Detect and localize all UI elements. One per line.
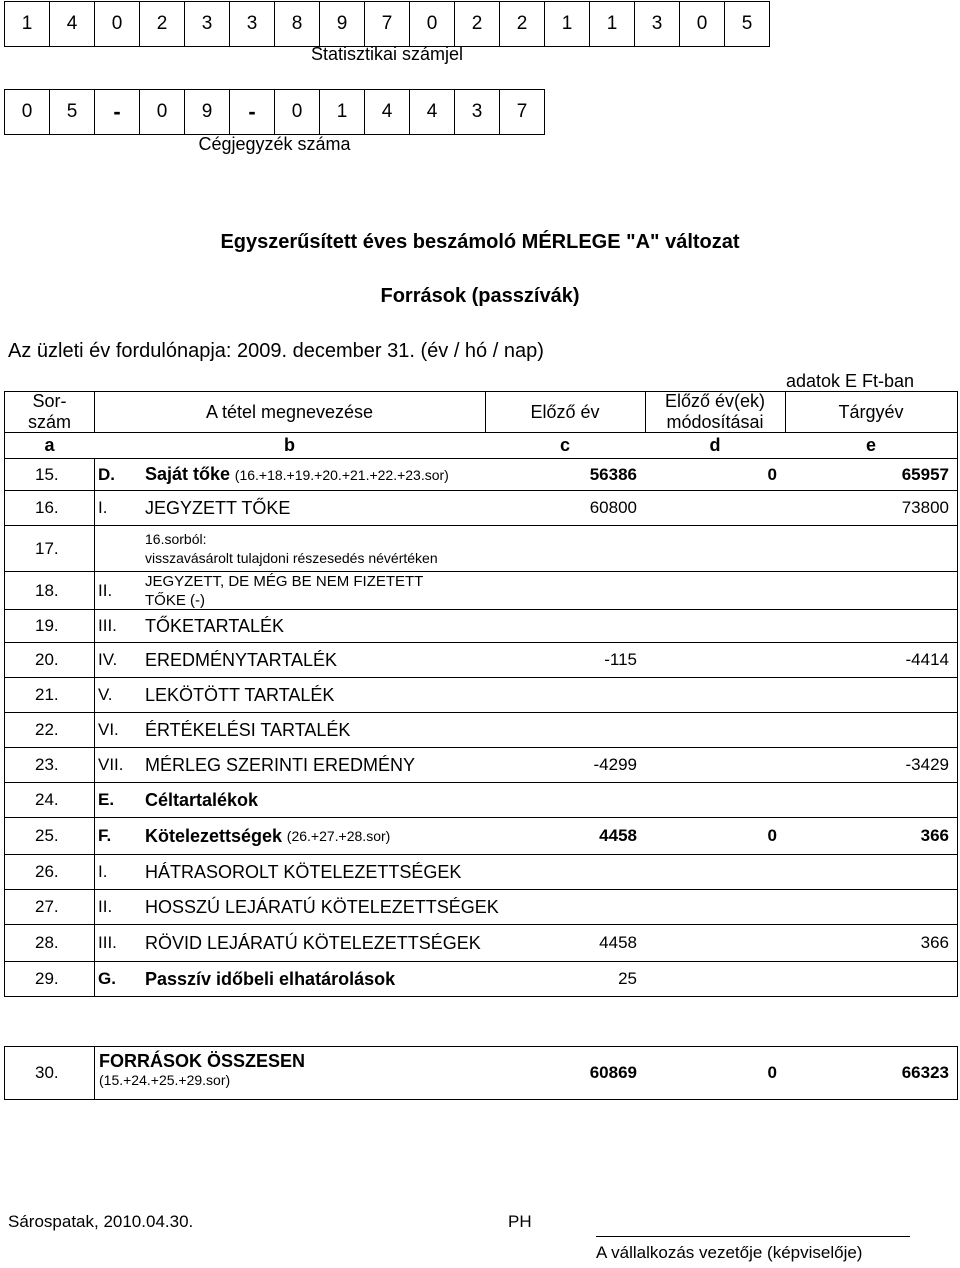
row-prev-year: 56386	[589, 464, 637, 484]
header-item-name: A tétel megnevezése	[205, 401, 374, 422]
row-prev-year	[485, 572, 645, 609]
row-modifications	[645, 678, 785, 712]
row-roman: VI.	[98, 720, 119, 739]
row-current-year: 366	[920, 933, 949, 952]
row-number: 28.	[35, 933, 59, 952]
row-number: 22.	[35, 720, 59, 739]
row-current-year	[785, 678, 957, 712]
header-current-year: Tárgyév	[838, 401, 904, 422]
row-roman: IV.	[98, 650, 118, 669]
row-prev-year: 25	[618, 969, 637, 988]
liabilities-table	[4, 391, 958, 997]
row-current-year: -4414	[905, 650, 949, 669]
row-number: 18.	[35, 580, 59, 600]
reg-code-digit: 0	[140, 90, 185, 134]
row-modifications	[645, 643, 785, 677]
reg-code-digit: -	[230, 90, 275, 134]
document-subtitle: Források (passzívák)	[380, 285, 580, 307]
row-number: 27.	[35, 897, 59, 916]
row-name-text: Kötelezettségek	[145, 825, 283, 846]
table-row	[5, 458, 957, 490]
row-name	[145, 491, 485, 525]
row-name-line2: TŐKE (-)	[145, 591, 205, 609]
header-letter: a	[44, 435, 55, 455]
fiscal-date: Az üzleti év fordulónapja: 2009. december 31. (év / hó / nap)	[8, 340, 544, 362]
row-number: 29.	[35, 969, 59, 988]
row-formula: (26.+27.+28.sor)	[286, 828, 391, 844]
row-number: 16.	[35, 498, 59, 517]
reg-code-digit: 5	[50, 90, 95, 134]
stat-code-digit: 3	[185, 2, 230, 46]
row-modifications	[645, 925, 785, 961]
stat-code-digit: 2	[500, 2, 545, 46]
stat-code-digit: 5	[725, 2, 770, 46]
row-number: 23.	[35, 755, 59, 774]
table-row	[5, 924, 957, 961]
document-title: Egyszerűsített éves beszámoló MÉRLEGE "A" változat	[220, 231, 740, 253]
table-row	[5, 642, 957, 677]
row-prev-year: -115	[604, 650, 637, 669]
row-current-year: -3429	[905, 755, 949, 774]
row-prev-year	[485, 526, 645, 571]
row-prev-year	[485, 610, 645, 642]
row-roman: II.	[98, 580, 113, 600]
row-name-text: Saját tőke	[145, 464, 231, 484]
row-name-text: TŐKETARTALÉK	[145, 615, 285, 636]
header-prev-year: Előző év	[530, 401, 600, 422]
row-current-year	[785, 783, 957, 817]
row-name	[145, 962, 485, 996]
table-row	[5, 609, 957, 642]
table-row	[5, 677, 957, 712]
stat-code-digit: 0	[680, 2, 725, 46]
header-letter: c	[559, 435, 570, 455]
row-modifications	[645, 526, 785, 571]
row-prev-year	[485, 713, 645, 747]
stat-code-caption: Statisztikai számjel	[310, 44, 464, 64]
table-row	[5, 525, 957, 571]
row-prev-year: 4458	[599, 826, 637, 845]
stat-code-digit: 1	[545, 2, 590, 46]
row-prev-year	[485, 678, 645, 712]
row-prev-year: 60800	[589, 498, 637, 517]
table-row	[5, 854, 957, 889]
row-name	[145, 925, 485, 961]
row-roman: D.	[98, 464, 115, 484]
total-row	[4, 1046, 958, 1100]
total-no: 30.	[35, 1063, 59, 1082]
row-roman: E.	[98, 790, 115, 809]
stat-code-digit: 0	[95, 2, 140, 46]
row-modifications	[645, 713, 785, 747]
row-current-year: 366	[920, 826, 949, 845]
row-prev-year	[485, 783, 645, 817]
row-name	[145, 678, 485, 712]
row-current-year	[785, 526, 957, 571]
stat-code-digit: 0	[410, 2, 455, 46]
row-name	[145, 783, 485, 817]
row-current-year: 65957	[901, 464, 949, 484]
row-roman: V.	[98, 685, 113, 704]
row-roman: G.	[98, 969, 116, 988]
row-name	[145, 459, 485, 490]
row-number: 25.	[35, 826, 59, 845]
row-number: 19.	[35, 616, 59, 635]
reg-code-digit: 1	[320, 90, 365, 134]
row-current-year	[785, 572, 957, 609]
reg-code-digit: 0	[5, 90, 50, 134]
table-row	[5, 712, 957, 747]
table-row	[5, 817, 957, 854]
row-current-year	[785, 962, 957, 996]
stat-code-boxes	[4, 1, 770, 47]
row-name-line1: JEGYZETT, DE MÉG BE NEM FIZETETT	[145, 572, 424, 590]
row-name	[145, 610, 485, 642]
row-number: 15.	[35, 464, 59, 484]
row-modifications	[645, 572, 785, 609]
reg-code-digit: 7	[500, 90, 545, 134]
row-roman	[98, 526, 142, 571]
row-current-year	[785, 890, 957, 924]
row-modifications	[645, 748, 785, 782]
row-name-text: Céltartalékok	[145, 789, 259, 810]
row-number: 21.	[35, 685, 59, 704]
total-cur: 66323	[901, 1063, 949, 1082]
row-roman: III.	[98, 616, 117, 635]
total-formula: (15.+24.+25.+29.sor)	[99, 1072, 231, 1088]
row-roman: II.	[98, 897, 113, 916]
header-letter: b	[284, 435, 295, 455]
row-number: 26.	[35, 862, 59, 881]
stat-code-digit: 3	[230, 2, 275, 46]
reg-code-digit: 4	[365, 90, 410, 134]
reg-code-caption: Cégjegyzék száma	[198, 134, 351, 154]
header-letters-row	[5, 432, 957, 458]
stat-code-digit: 2	[140, 2, 185, 46]
row-name	[145, 713, 485, 747]
row-name-line2: visszavásárolt tulajdoni részesedés névértéken	[145, 549, 438, 566]
stamp-label: PH	[508, 1212, 532, 1231]
row-name-text: ÉRTÉKELÉSI TARTALÉK	[145, 719, 351, 740]
row-number: 24.	[35, 790, 59, 809]
row-modifications	[645, 491, 785, 525]
row-name	[145, 890, 499, 924]
total-mod: 0	[767, 1063, 777, 1082]
row-name	[145, 855, 485, 889]
row-current-year	[785, 713, 957, 747]
row-current-year: 73800	[901, 498, 949, 517]
reg-code-digit: 3	[455, 90, 500, 134]
row-modifications	[645, 890, 785, 924]
header-sorszam: Sor- szám	[27, 391, 71, 432]
unit-label: adatok E Ft-ban	[785, 371, 915, 391]
header-modifications: Előző év(ek) módosításai	[664, 391, 766, 432]
row-roman: I.	[98, 862, 108, 881]
reg-code-digit: 4	[410, 90, 455, 134]
table-row	[5, 747, 957, 782]
header-letter: d	[709, 435, 721, 455]
row-modifications: 0	[767, 464, 777, 484]
stat-code-digit: 3	[635, 2, 680, 46]
row-name-text: RÖVID LEJÁRATÚ KÖTELEZETTSÉGEK	[145, 932, 481, 953]
row-name	[145, 572, 485, 609]
row-roman: F.	[98, 826, 112, 845]
reg-code-boxes	[4, 89, 545, 135]
reg-code-digit: 9	[185, 90, 230, 134]
row-name-text: LEKÖTÖTT TARTALÉK	[145, 684, 335, 705]
row-modifications: 0	[767, 826, 777, 845]
row-name-text: MÉRLEG SZERINTI EREDMÉNY	[145, 754, 416, 775]
total-name: FORRÁSOK ÖSSZESEN	[99, 1051, 306, 1071]
row-name-text: EREDMÉNYTARTALÉK	[145, 649, 338, 670]
reg-code-digit: 0	[275, 90, 320, 134]
row-name	[145, 818, 485, 854]
row-prev-year: 4458	[599, 933, 637, 952]
row-name-text: Passzív időbeli elhatárolások	[145, 968, 396, 989]
row-current-year	[785, 855, 957, 889]
row-name	[145, 643, 485, 677]
row-modifications	[645, 962, 785, 996]
header-letter: e	[865, 435, 876, 455]
row-modifications	[645, 610, 785, 642]
row-roman: III.	[98, 933, 117, 952]
signature-caption: A vállalkozás vezetője (képviselője)	[596, 1243, 863, 1262]
row-prev-year	[485, 890, 645, 924]
row-name-text: JEGYZETT TŐKE	[145, 497, 291, 518]
stat-code-digit: 9	[320, 2, 365, 46]
place-date: Sárospatak, 2010.04.30.	[8, 1212, 194, 1231]
stat-code-digit: 7	[365, 2, 410, 46]
row-roman: I.	[98, 498, 108, 517]
stat-code-digit: 4	[50, 2, 95, 46]
row-name	[145, 748, 485, 782]
stat-code-digit: 1	[590, 2, 635, 46]
row-name-text: HÁTRASOROLT KÖTELEZETTSÉGEK	[145, 861, 462, 882]
row-number: 20.	[35, 650, 59, 669]
row-name-text: HOSSZÚ LEJÁRATÚ KÖTELEZETTSÉGEK	[145, 896, 499, 917]
reg-code-digit: -	[95, 90, 140, 134]
header-row	[5, 392, 957, 432]
total-prev: 60869	[589, 1063, 637, 1082]
row-prev-year: -4299	[593, 755, 637, 774]
stat-code-digit: 2	[455, 2, 500, 46]
table-row	[5, 889, 957, 924]
table-row	[5, 961, 957, 996]
row-modifications	[645, 783, 785, 817]
row-number: 17.	[35, 538, 59, 558]
row-name-line1: 16.sorból:	[145, 530, 207, 547]
row-roman: VII.	[98, 755, 124, 774]
table-row	[5, 490, 957, 525]
table-row	[5, 782, 957, 817]
stat-code-digit: 8	[275, 2, 320, 46]
stat-code-digit: 1	[5, 2, 50, 46]
row-formula: (16.+18.+19.+20.+21.+22.+23.sor)	[234, 466, 449, 483]
table-row	[5, 571, 957, 609]
row-prev-year	[485, 855, 645, 889]
row-name	[145, 526, 485, 571]
row-current-year	[785, 610, 957, 642]
signature-line	[596, 1236, 910, 1237]
row-modifications	[645, 855, 785, 889]
